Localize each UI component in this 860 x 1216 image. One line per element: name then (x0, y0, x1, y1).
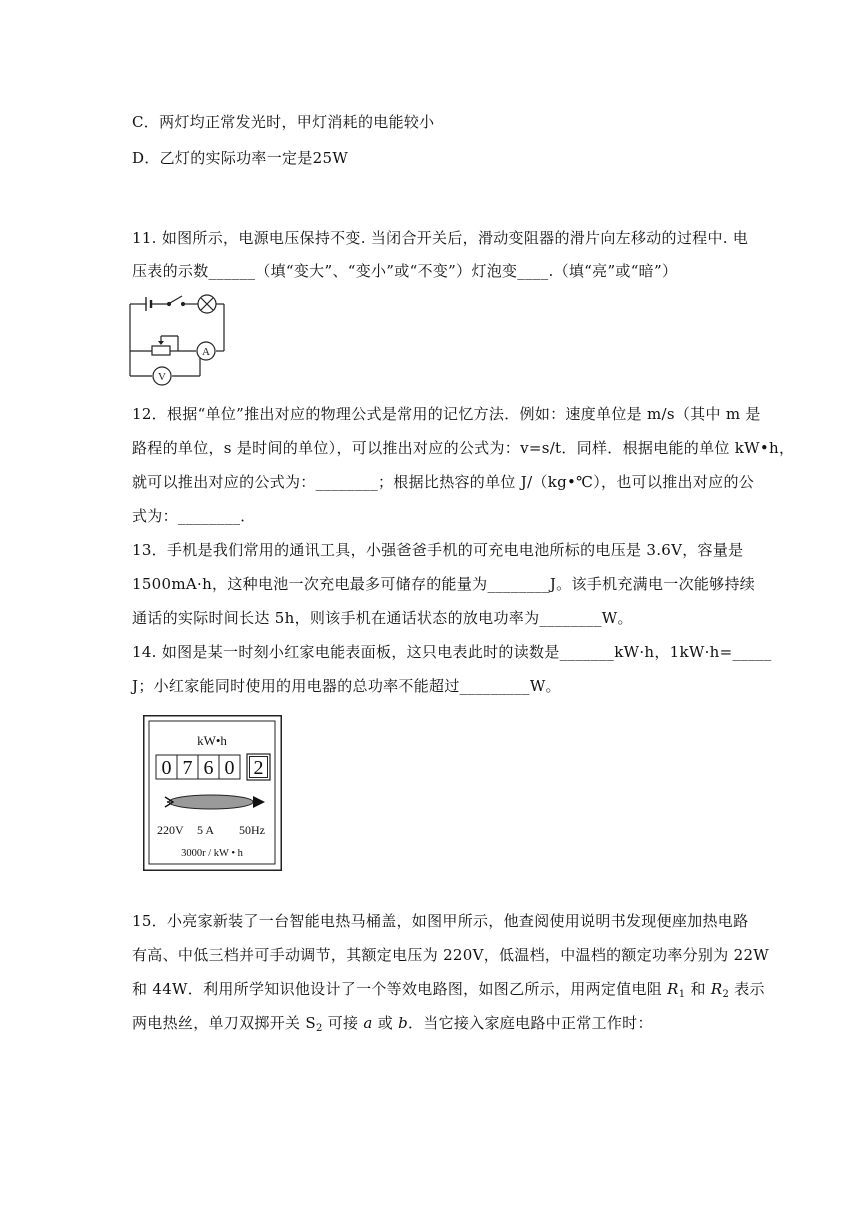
q15-line-3-text-b: 表示 (729, 980, 765, 998)
q14-line-1: 14. 如图是某一时刻小红家电能表面板，这只电表此时的读数是_______kW·h，1kW·h=_____ (132, 643, 772, 661)
q13-line-3: 通话的实际时间长达 5h，则该手机在通话状态的放电功率为________W。 (132, 609, 633, 627)
q15-line-1: 15．小亮家新装了一台智能电热马桶盖，如图甲所示，他查阅使用说明书发现便座加热电路 (132, 912, 749, 930)
option-d: D．乙灯的实际功率一定是25W (132, 149, 349, 167)
svg-text:V: V (158, 371, 166, 383)
r2-subscript: 2 (722, 989, 730, 1000)
meter-voltage: 220V (157, 823, 184, 837)
meter-current: 5 A (197, 823, 215, 837)
q13-line-1: 13．手机是我们常用的通讯工具，小强爸爸手机的可充电电池所标的电压是 3.6V，容量是 (132, 541, 744, 559)
q11-line-2: 压表的示数______（填“变大”、“变小”或“不变”）灯泡变____.（填“亮”或“暗”） (132, 262, 678, 280)
terminal-b: b (398, 1014, 408, 1032)
electricity-meter-panel (143, 715, 283, 871)
q12-line-3: 就可以推出对应的公式为：________；根据比热容的单位 J/（kg•℃），也可以推出对应的公 (132, 473, 755, 491)
q15-line-3 (132, 978, 765, 1000)
q15-line-4-text-c: ．当它接入家庭电路中正常工作时： (407, 1014, 653, 1032)
meter-digit-2: 7 (182, 757, 193, 779)
meter-digit-1: 0 (161, 757, 172, 779)
q12-line-1: 12．根据“单位”推出对应的物理公式是常用的记忆方法．例如：速度单位是 m/s（其中 m 是 (132, 405, 761, 423)
terminal-a: a (363, 1014, 373, 1032)
q14-line-2: J；小红家能同时使用的用电器的总功率不能超过_________W。 (132, 677, 561, 695)
ammeter-icon (197, 342, 215, 360)
meter-digit-3: 6 (203, 757, 214, 779)
q11-line-1: 11. 如图所示，电源电压保持不变. 当闭合开关后，滑动变阻器的滑片向左移动的过程中. 电 (132, 229, 749, 247)
q15-line-3-text-a: 和 44W．利用所学知识他设计了一个等效电路图，如图乙所示，用两定值电阻 (132, 980, 668, 998)
r1-symbol: R (667, 980, 679, 998)
meter-digit-4: 0 (224, 757, 235, 779)
svg-text:A: A (202, 346, 210, 358)
q13-line-2: 1500mA·h，这种电池一次充电最多可储存的能量为________J。该手机充满电一次能够持续 (132, 575, 756, 593)
q15-line-4-text-b: 可接 (322, 1014, 364, 1032)
option-c: C．两灯均正常发光时，甲灯消耗的电能较小 (132, 113, 435, 131)
q12-line-4: 式为：________． (132, 507, 256, 525)
q15-line-2: 有高、中低三档并可手动调节，其额定电压为 220V，低温档，中温档的额定功率分别为 22W (132, 946, 770, 964)
voltmeter-icon (153, 367, 171, 385)
q12-line-2: 路程的单位，s 是时间的单位），可以推出对应的公式为：v=s/t．同样．根据电能的单位 kW•h， (132, 439, 795, 457)
q15-line-4-text-a: 两电热丝，单刀双掷开关 S (132, 1014, 316, 1032)
meter-frequency: 50Hz (239, 823, 265, 837)
meter-constant: 3000r / kW • h (181, 848, 243, 859)
q15-line-4-or: 或 (372, 1014, 399, 1032)
r1-subscript: 1 (678, 989, 686, 1000)
meter-digit-5: 2 (253, 757, 264, 779)
s2-subscript: 2 (315, 1023, 323, 1034)
q15-line-4 (132, 1012, 653, 1034)
q11-circuit-diagram (120, 288, 240, 388)
r2-symbol: R (710, 980, 723, 998)
q15-line-3-and: 和 (685, 980, 711, 998)
meter-unit: kW•h (197, 733, 227, 748)
lamp-icon (198, 295, 216, 313)
